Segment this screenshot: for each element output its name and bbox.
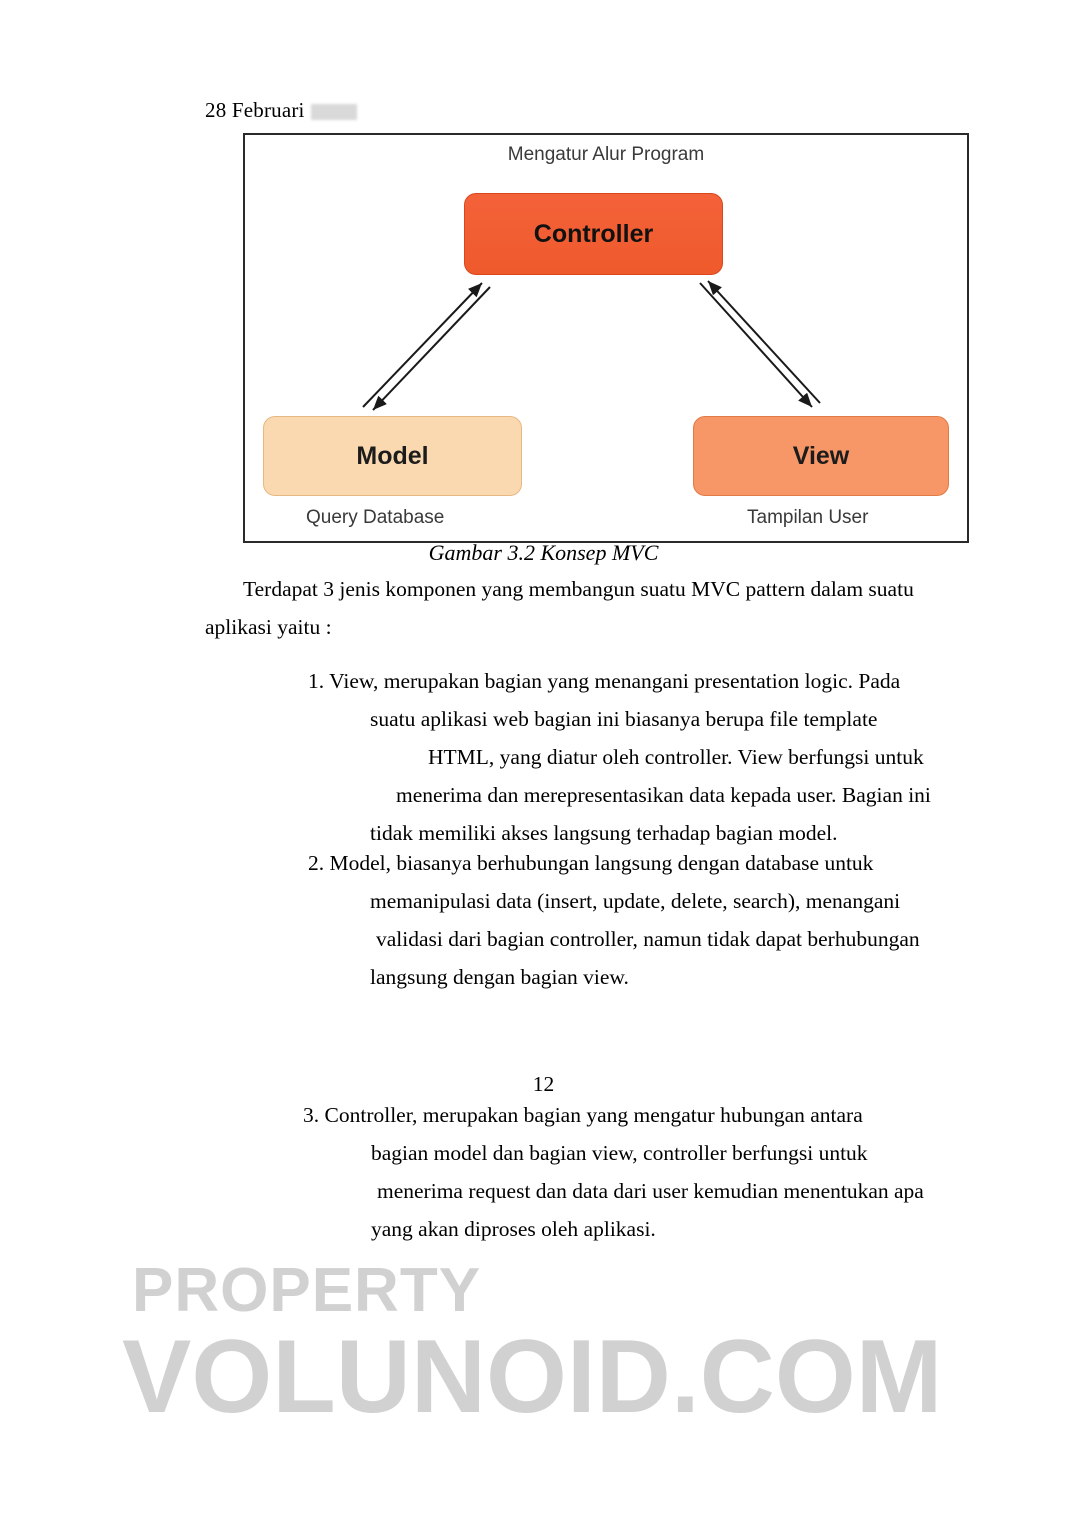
header-date bbox=[205, 98, 357, 123]
list-item-controller bbox=[303, 1096, 924, 1248]
list-item-line: 1. View, merupakan bagian yang menangani presentation logic. Pada bbox=[308, 669, 901, 693]
watermark-line-2: VOLUNOID.COM bbox=[122, 1319, 943, 1435]
list-item-model bbox=[308, 844, 920, 996]
list-item-line: bagian model dan bagian view, controller berfungsi untuk bbox=[371, 1141, 868, 1165]
header-date-text: 28 Februari bbox=[205, 98, 305, 122]
list-item-line: menerima request dan data dari user kemudian menentukan apa bbox=[377, 1179, 924, 1203]
list-item-line: langsung dengan bagian view. bbox=[370, 965, 629, 989]
list-item-line: tidak memiliki akses langsung terhadap bagian model. bbox=[370, 821, 838, 845]
node-view: View bbox=[693, 416, 949, 496]
redacted-year-block bbox=[311, 104, 357, 120]
figure-top-label: Mengatur Alur Program bbox=[507, 144, 705, 165]
watermark-line-1: PROPERTY bbox=[132, 1256, 482, 1325]
list-item-line: HTML, yang diatur oleh controller. View berfungsi untuk bbox=[428, 745, 924, 769]
list-item-view bbox=[308, 662, 931, 852]
list-item-line: validasi dari bagian controller, namun tidak dapat berhubungan bbox=[376, 927, 920, 951]
node-model: Model bbox=[263, 416, 522, 496]
list-item-line: 3. Controller, merupakan bagian yang mengatur hubungan antara bbox=[303, 1103, 863, 1127]
list-item-line: memanipulasi data (insert, update, delete, search), menangani bbox=[370, 889, 901, 913]
node-controller: Controller bbox=[464, 193, 723, 275]
label-tampilan-user: Tampilan User bbox=[747, 507, 869, 528]
page-number: 12 bbox=[532, 1072, 555, 1096]
label-query-database: Query Database bbox=[306, 507, 445, 528]
list-item-line: 2. Model, biasanya berhubungan langsung dengan database untuk bbox=[308, 851, 874, 875]
figure-mvc-diagram bbox=[243, 133, 969, 543]
list-item-line: yang akan diproses oleh aplikasi. bbox=[371, 1217, 656, 1241]
figure-caption: Gambar 3.2 Konsep MVC bbox=[428, 540, 659, 565]
list-item-line: suatu aplikasi web bagian ini biasanya berupa file template bbox=[370, 707, 878, 731]
list-item-line: menerima dan merepresentasikan data kepada user. Bagian ini bbox=[396, 783, 931, 807]
intro-paragraph: Terdapat 3 jenis komponen yang membangun suatu MVC pattern dalam suatu aplikasi yaitu : bbox=[205, 577, 914, 639]
